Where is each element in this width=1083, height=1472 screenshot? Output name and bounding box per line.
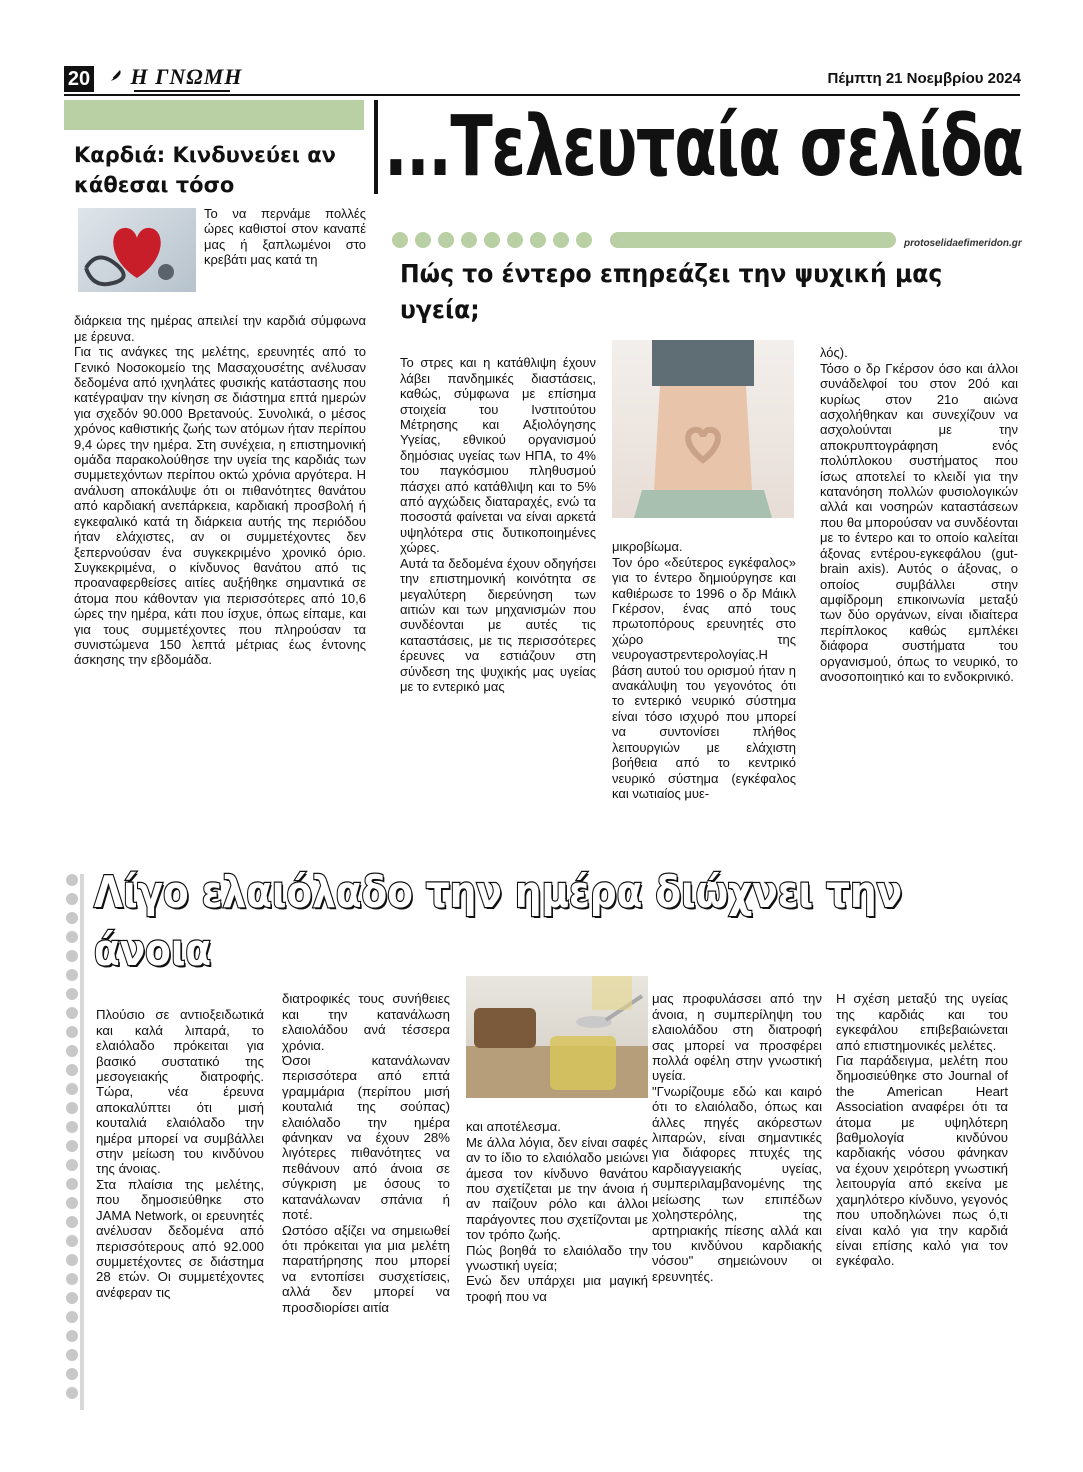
gut-article-headline: Πώς το έντερο επηρεάζει την ψυχική μας υγεία; xyxy=(400,259,943,324)
section-title: ...Τελευταία σελίδα xyxy=(384,97,1023,195)
green-dot-bar xyxy=(610,232,896,248)
masthead-divider xyxy=(374,100,378,194)
heart-stethoscope-image xyxy=(78,208,196,292)
olive-col-1: Πλούσιο σε αντιοξειδωτικά και καλά λιπαρά, το ελαιόλαδο πρόκειται για βασικό συστατικό της μεσογειακής διατροφής. Τώρα, νέα έρευνα αποκαλύπτει ότι μισή κουταλιά ελαιόλαδο την ημέρα μπορεί να συμβάλλει στην μείωση του κινδύνου της άνοιας. Στα πλαίσια της μελέτης, που δημοσιεύθηκε στο JAMA Network, οι ερευνητές ανέλυσαν δεδομένα από περισσότερους από 92.000 συμμετέχοντες σε διάστημα 28 ετών. Οι συμμετέχοντες ανέφεραν τις xyxy=(96,1007,264,1300)
filmstrip-decoration xyxy=(66,874,80,1410)
gut-col-2: μικροβίωμα. Τον όρο «δεύτερος εγκέφαλος» για το έντερο δημιούργησε και καθιέρωσε το 1996 ο δρ Μάικλ Γκέρσον, ένας από τους πρωτοπόρους ερευνητές στο χώρο της νευρογαστρεντερολογίας.Η βάση αυτού του ορισμού ήταν η ανακάλυψη του γεγονότος ότι το εντερικό νευρικό σύστημα είναι τόσο ισχυρό που μπορεί να συντονίσει πλήθος λειτουργιών με ελάχιστη βοήθεια από το κεντρικό νευρικό σύστημα (εγκέφαλος και νωτιαίος μυε- xyxy=(612,539,796,801)
dot-decoration xyxy=(392,232,592,248)
filmstrip-bar xyxy=(80,874,84,1410)
olive-col-5: Η σχέση μεταξύ της υγείας της καρδιάς και του εγκεφάλου επιβεβαιώνεται από επιστημονικές μελέτες. Για παράδειγμα, μελέτη που δημοσιεύθηκε στο Journal of the American Heart Association αναφέρει ότι τα άτομα με υψηλότερη βαθμολογία κινδύνου καρδιακής νόσου φάνηκαν να έχουν χειρότερη γνωστική λειτουργία από εκείνα με χαμηλότερο κίνδυνο, γεγονός που υποδηλώνει πως ό,τι είναι καλό για την καρδιά είναι επίσης καλό για τον εγκέφαλο. xyxy=(836,991,1008,1269)
heart-article-headline: Καρδιά: Κινδυνεύει αν κάθεσαι τόσο xyxy=(74,143,336,197)
issue-date: Πέμπτη 21 Νοεμβρίου 2024 xyxy=(827,70,1021,87)
newspaper-logo xyxy=(104,64,242,90)
olive-col-3: και αποτέλεσμα. Με άλλα λόγια, δεν είναι σαφές αν το ίδιο το ελαιόλαδο μειώνει άμεσα τον κίνδυνο θανάτου που σχετίζεται με την άνοια ή αν παίζουν ρόλο και άλλοι παράγοντες που σχετίζονται με τον τρόπο ζωής. Πώς βοηθά το ελαιόλαδο την γνωστική υγεία; Ενώ δεν υπάρχει μια μαγική τροφή που να xyxy=(466,1119,648,1304)
gut-col-3: λός). Τόσο ο δρ Γκέρσον όσο και άλλοι συνάδελφοί του στον 20ό και κυρίως στον 21ο αιώνα ασχολήθηκαν και συνεχίζουν να ασχολούνται με την αποκρυπτογράφηση ενός πολύπλοκου συστήματος που ίσως αποτελεί το κλειδί για την κατανόηση πολλών φυσιολογικών αλλά και νοσηρών καταστάσεων που θα μπορούσαν να συνδέονται με το έντερο και το οποίο καλείται άξονας εντέρου-εγκεφάλου (gut-brain axis). Αυτός ο άξονας, ο οποίος συμβάλλει στην αμφίδρομη επικοινωνία μεταξύ των δύο οργάνων, είναι ιδιαίτερα περίπλοκος καθώς εμπλέκει διάφορα συστήματα του οργανισμού, όπως το νευρικό, το ανοσοποιητικό και το ενδοκρινικό. xyxy=(820,345,1018,684)
heart-article-wrap: Το να περνάμε πολλές ώρες καθιστοί στον καναπέ μας ή ξαπλωμένοι στο κρεβάτι μας κατά τη xyxy=(204,206,366,268)
feather-logo-icon xyxy=(104,67,124,87)
gut-col-1: Το στρες και η κατάθλιψη έχουν λάβει πανδημικές διαστάσεις, καθώς, σύμφωνα με επίσημα στοιχεία του Ινστιτούτου Μέτρησης και Αξιολόγησης Υγείας, εθνικού οργανισμού δημόσιας υγείας των ΗΠΑ, το 4% του παγκόσμιου πληθυσμού πάσχει από κατάθλιψη και το 5% από αγχώδεις διαταραχές, ενώ τα ποσοστά φαίνεται να είναι αρκετά υψηλότερα στις δυτικοποιημένες χώρες. Αυτά τα δεδομένα έχουν οδηγήσει την επιστημονική κοινότητα σε μεγαλύτερη διερεύνηση των αιτιών και των μηχανισμών που συνδέονται με αυτές τις καταστάσεις, με τις περισσότερες έρευνες να εστιάζουν στη σύνδεση της ψυχικής μας υγείας με το εντερικό μας xyxy=(400,355,596,694)
source-credit: protoselidaefimeridon.gr xyxy=(904,238,1022,249)
olive-oil-spoon-image xyxy=(466,976,648,1098)
page-number: 20 xyxy=(64,66,94,92)
logo-text: Η ΓΝΩΜΗ xyxy=(130,64,243,89)
olive-col-2: διατροφικές τους συνήθειες και την κατανάλωση ελαιολάδου ανά τέσσερα χρόνια. Όσοι κατανάλωναν περισσότερα από επτά γραμμάρια (περίπου μισή κουταλιά της σούπας) ελαιόλαδο την ημέρα φάνηκαν να έχουν 28% λιγότερες πιθανότητες να πεθάνουν από άνοια σε σύγκριση με όσους το κατανάλωναν σπάνια ή ποτέ. Ωστόσο αξίζει να σημειωθεί ότι πρόκειται για μια μελέτη παρατήρησης που μπορεί να εντοπίσει συσχετίσεις, αλλά δεν μπορεί να προσδιορίσει αιτία xyxy=(282,991,450,1315)
olive-col-4: μας προφυλάσσει από την άνοια, η συμπερίληψη του ελαιολάδου στη διατροφή σας μπορεί να προσφέρει πολλά οφέλη στην γνωστική υγεία. "Γνωρίζουμε εδώ και καιρό ότι το ελαιόλαδο, όπως και άλλες πηγές ακόρεστων λιπαρών, είναι σημαντικές για διάφορες πτυχές της καρδιαγγειακής υγείας, συμπεριλαμβανομένης της μείωσης των επιπέδων χοληστερόλης, της αρτηριακής πίεσης αλλά και του κινδύνου καρδιακής νόσου" σημειώνουν οι ερευνητές. xyxy=(652,991,822,1284)
heart-article-body: διάρκεια της ημέρας απειλεί την καρδιά σύμφωνα με έρευνα. Για τις ανάγκες της μελέτης, ερευνητές από το Γενικό Νοσοκομείο της Μασαχουσέτης ανέλυσαν δεδομένα από ιχνηλάτες φυσικής κατάστασης που κατέγραψαν την κίνηση σε διάστημα επτά ημερών για σχεδόν 90.000 Βρετανούς. Συνολικά, ο μέσος χρόνος καθιστικής ζωής των ατόμων ήταν περίπου 9,4 ώρες την ημέρα. Στη συνέχεια, η επιστημονική ομάδα παρακολούθησε την υγεία της καρδιάς των συμμετεχόντων περίπου οκτώ χρόνια αργότερα. Η ανάλυση αποκάλυψε ότι οι πιθανότητες θανάτου από καρδιακή ανεπάρκεια, καρδιακή προσβολή ή εγκεφαλικό κατά τη διάρκεια αυτής της περιόδου ήταν ελάχιστες, αν οι συμμετέχοντες δεν ξεπερνούσαν ένα συγκεκριμένο χρονικό όριο. Συγκεκριμένα, ο κίνδυνος θανάτου από τις προαναφερθείσες αιτίες αυξήθηκε σημαντικά σε άτομα που κάθονταν για περισσότερες από 10,6 ώρες την ημέρα, κάτι που ίσχυε, όπως είπαμε, και για τους συμμετέχοντες που πληρούσαν τα συνιστώμενα 150 λεπτά μέτριας έως έντονης άσκησης την εβδομάδα. xyxy=(74,313,366,668)
belly-heart-hands-image xyxy=(612,340,794,518)
logo-underline xyxy=(134,90,230,92)
olive-article-headline: Λίγο ελαιόλαδο την ημέρα διώχνει την άνοια xyxy=(94,867,903,976)
green-bar xyxy=(64,100,364,130)
